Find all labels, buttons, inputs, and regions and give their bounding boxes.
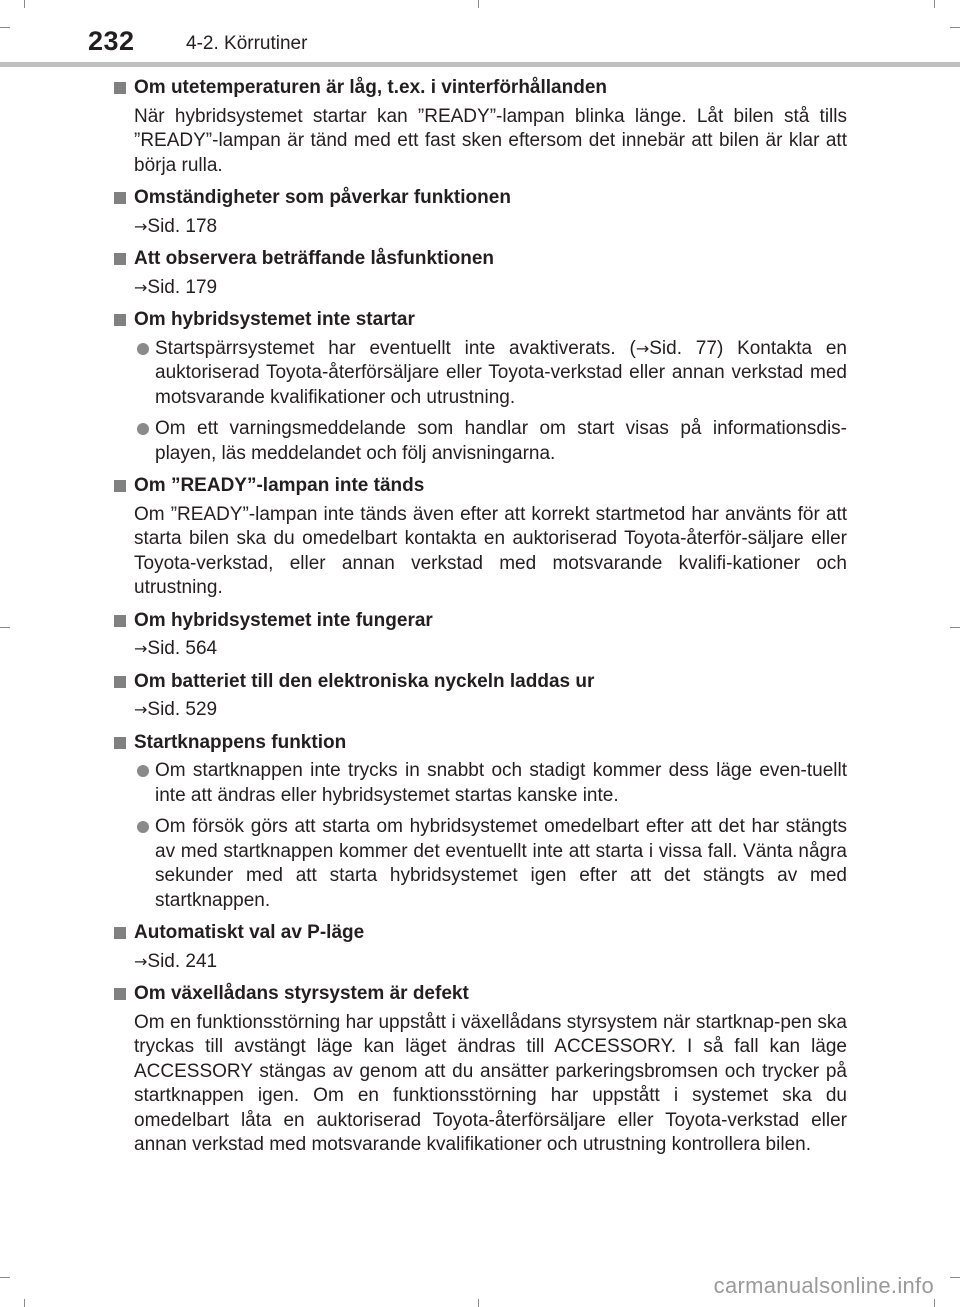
section-heading: Om utetemperaturen är låg, t.ex. i vinterförhållanden [112,76,847,101]
page-reference-link[interactable]: Sid. 529 [147,699,218,720]
square-bullet-icon [114,480,126,492]
round-bullet-icon [137,423,149,435]
arrow-right-icon: → [134,700,148,719]
square-bullet-icon [114,253,126,265]
bullet-item: Om ett varningsmeddelande som handlar om start visas på informationsdis-playen, läs meddelandet och följ anvisningarna. [112,417,847,466]
crop-mark [478,1299,479,1307]
section-text: Om en funktionsstörning har uppstått i växellådans styrsystem när startknap-pen ska tryckas till avstängt läge kan läget ändras till ACCESSORY. I så fall kan läge ACCESSORY stängas av genom att du ansätter parkeringsbromsen och trycker på startknappen igen. Om en funktionsstörning har uppstått i systemet ska du omedelbart låta en auktoriserad Toyota-återförsäljare eller Toyota-verkstad eller annan verkstad med motsvarande kvalifikationer och utrustning kontrollera bilen. [134,1011,847,1155]
section-heading: Om batteriet till den elektroniska nyckeln laddas ur [112,670,847,695]
section-text: När hybridsystemet startar kan ”READY”-lampan blinka länge. Låt bilen stå tills ”READY”-lampan är tänd med ett fast sken eftersom det innebär att bilen är klar att börja rulla. [134,105,847,176]
section-heading: Automatiskt val av P-läge [112,921,847,946]
square-bullet-icon [114,615,126,627]
crop-mark [24,1299,25,1307]
page-reference [112,637,847,662]
section-heading: Omständigheter som påverkar funktionen [112,186,847,211]
page-reference-link[interactable]: Sid. 241 [147,950,218,972]
section [112,474,847,601]
crop-mark [0,627,10,628]
section [112,670,847,723]
page-content [112,76,847,1166]
bullet-item: Om startknappen inte trycks in snabbt och stadigt kommer dess läge even-tuellt inte att ändras eller hybridsystemet startas kanske inte. [112,759,847,808]
square-bullet-icon [114,314,126,326]
page-reference [112,276,847,301]
arrow-right-icon: → [134,639,148,658]
section-heading: Startknappens funktion [112,731,847,756]
page-header [0,0,960,66]
square-bullet-icon [114,927,126,939]
section [112,76,847,178]
page-reference-link[interactable]: Sid. 179 [147,276,218,298]
page-reference [112,950,847,975]
page-reference-link[interactable]: Sid. 178 [147,215,218,237]
crop-mark [934,1299,935,1307]
section-heading: Om hybridsystemet inte startar [112,308,847,333]
section-text: Om ”READY”-lampan inte tänds även efter att korrekt startmetod har använts för att starta bilen ska du omedelbart kontakta en auktoriserad Toyota-återför-säljare eller Toyota-verkstad, eller annan verkstad med motsvarande kvalifi-kationer och utrustning. [134,503,847,598]
section [112,186,847,239]
round-bullet-icon [137,765,149,777]
crop-mark [950,1277,960,1278]
round-bullet-icon [137,821,149,833]
page-reference [112,698,847,723]
chapter-title: 4-2. Körrutiner [186,33,308,54]
crop-mark [950,627,960,628]
crop-mark [0,1277,10,1278]
square-bullet-icon [114,676,126,688]
section [112,308,847,466]
page-reference [112,215,847,240]
arrow-right-icon: → [635,338,650,358]
arrow-right-icon: → [134,216,148,236]
section-heading: Om hybridsystemet inte fungerar [112,609,847,634]
arrow-right-icon: → [134,277,148,297]
bullet-item: Om försök görs att starta om hybridsystemet omedelbart efter att det har stängts av med startknappen kommer det eventuellt inte att starta i vissa fall. Vänta några sekunder med att starta hybridsystemet igen efter att det stängts av med startknappen. [112,815,847,913]
square-bullet-icon [114,82,126,94]
page-reference-link[interactable]: Sid. 564 [147,638,218,659]
square-bullet-icon [114,192,126,204]
arrow-right-icon: → [134,951,148,971]
section [112,609,847,662]
bullet-item: Startspärrsystemet har eventuellt inte avaktiverats. (→Sid. 77) Kontakta en auktoriserad Toyota-återförsäljare eller Toyota-verkstad eller annan verkstad med motsvarande kvalifikationer och utrustning. [112,337,847,411]
section-heading: Att observera beträffande låsfunktionen [112,247,847,272]
header-rule [0,62,960,67]
section [112,247,847,300]
section [112,982,847,1158]
section [112,921,847,974]
section [112,731,847,914]
square-bullet-icon [114,988,126,1000]
watermark: carmanualsonline.info [713,1273,934,1298]
page-reference-link[interactable]: Sid. 77 [649,337,717,359]
section-heading: Om växellådans styrsystem är defekt [112,982,847,1007]
square-bullet-icon [114,737,126,749]
section-heading: Om ”READY”-lampan inte tänds [112,474,847,499]
round-bullet-icon [137,343,149,355]
page-number: 232 [88,26,135,56]
